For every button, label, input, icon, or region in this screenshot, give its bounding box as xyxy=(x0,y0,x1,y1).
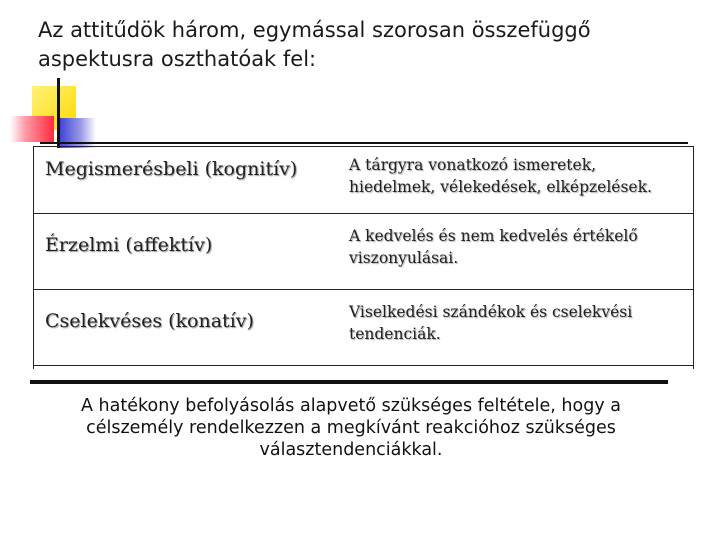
decorative-red-square xyxy=(10,116,54,142)
decorative-vertical-line xyxy=(57,78,60,148)
aspect-label: Cselekvéses (konatív) xyxy=(45,310,254,332)
aspect-label: Megismerésbeli (kognitív) xyxy=(45,158,298,180)
conclusion-text: A hatékony befolyásolás alapvető szükséges feltétele, hogy a célszemély rendelkezzen a megkívánt reakcióhoz szükséges választendenciákkal. xyxy=(81,396,621,460)
aspect-label: Érzelmi (affektív) xyxy=(45,234,213,256)
table-row xyxy=(34,147,693,214)
slide-title: Az attitűdök három, egymással szorosan összefüggő aspektusra oszthatóak fel: xyxy=(38,18,591,71)
aspect-description: A tárgyra vonatkozó ismeretek, hiedelmek, vélekedések, elképzelések. xyxy=(349,156,652,196)
table-row xyxy=(34,213,693,290)
table-row xyxy=(34,289,693,366)
top-divider-line xyxy=(40,142,688,144)
aspect-description: Viselkedési szándékok és cselekvési tendenciák. xyxy=(349,303,633,343)
bottom-divider-line xyxy=(30,380,668,384)
aspect-description: A kedvelés és nem kedvelés értékelő viszonyulásai. xyxy=(349,227,638,267)
attitude-aspects-table xyxy=(33,146,694,369)
